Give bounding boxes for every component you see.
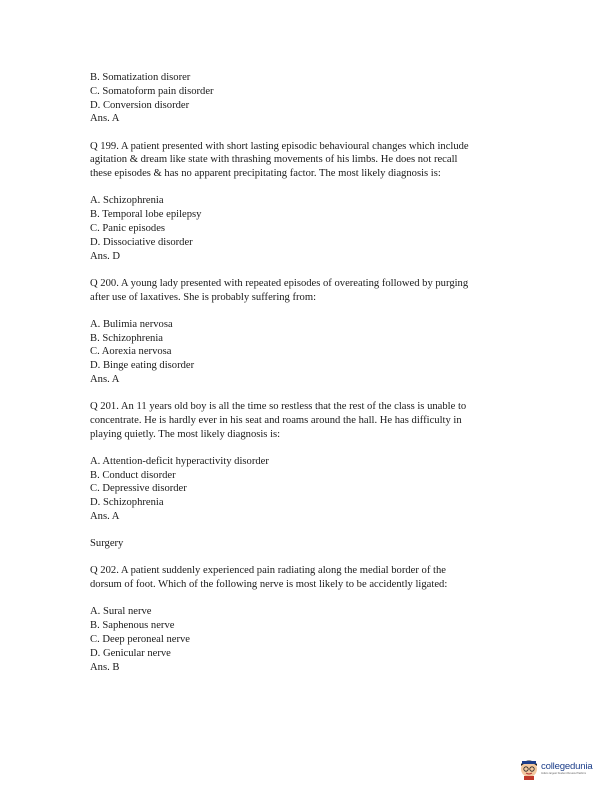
text-line: concentrate. He is hardly ever in his seat and roams around the hall. He has difficulty in	[90, 414, 462, 426]
text-block	[90, 277, 530, 305]
text-line: D. Dissociative disorder	[90, 236, 193, 248]
text-block	[90, 194, 530, 263]
text-line: Ans. A	[90, 113, 120, 125]
text-line: after use of laxatives. She is probably suffering from:	[90, 291, 317, 303]
text-line: A. Sural nerve	[90, 606, 152, 618]
text-line: Q 200. A young lady presented with repeated episodes of overeating followed by purging	[90, 277, 469, 289]
text-line: B. Schizophrenia	[90, 332, 163, 344]
brand-name: collegedunia	[541, 761, 593, 772]
text-line: B. Temporal lobe epilepsy	[90, 209, 202, 221]
text-line: A. Schizophrenia	[90, 195, 164, 207]
text-line: dorsum of foot. Which of the following nerve is most likely to be accidently ligated:	[90, 579, 448, 591]
student-mascot-icon	[519, 758, 539, 780]
text-line: C. Somatoform pain disorder	[90, 85, 214, 97]
paragraph-gap	[90, 126, 530, 139]
text-block	[90, 537, 530, 551]
text-line: Q 199. A patient presented with short lasting episodic behavioural changes which include	[90, 140, 469, 152]
paragraph-gap	[90, 592, 530, 605]
paragraph-gap	[90, 441, 530, 454]
text-line: B. Saphenous nerve	[90, 620, 175, 632]
paragraph-gap	[90, 181, 530, 194]
brand-tagline: India's largest Student Review Platform	[541, 772, 587, 775]
text-line: Q 202. A patient suddenly experienced pain radiating along the medial border of the	[90, 565, 446, 577]
text-line: C. Panic episodes	[90, 222, 166, 234]
text-line: Q 201. An 11 years old boy is all the time so restless that the rest of the class is unable to	[90, 401, 467, 413]
text-line: B. Conduct disorder	[90, 469, 176, 481]
paragraph-gap	[90, 304, 530, 317]
text-line: A. Attention-deficit hyperactivity disorder	[90, 455, 269, 467]
text-line: Surgery	[90, 538, 124, 550]
text-line: C. Deep peroneal nerve	[90, 634, 191, 646]
text-line: Ans. A	[90, 373, 120, 385]
text-line: playing quietly. The most likely diagnosis is:	[90, 428, 281, 440]
collegedunia-logo	[519, 756, 601, 782]
text-line: C. Aorexia nervosa	[90, 346, 172, 358]
paragraph-gap	[90, 263, 530, 276]
text-block	[90, 564, 530, 592]
paragraph-gap	[90, 524, 530, 537]
paragraph-gap	[90, 387, 530, 400]
paragraph-gap	[90, 551, 530, 564]
text-line: B. Somatization disorer	[90, 72, 191, 83]
document-body	[90, 71, 530, 674]
text-block	[90, 400, 530, 441]
text-line: C. Depressive disorder	[90, 483, 187, 495]
text-line: D. Binge eating disorder	[90, 360, 195, 372]
text-line: Ans. D	[90, 250, 121, 262]
text-line: D. Schizophrenia	[90, 497, 164, 509]
text-line: these episodes & has no apparent precipitating factor. The most likely diagnosis is:	[90, 168, 441, 180]
text-line: D. Conversion disorder	[90, 99, 190, 111]
text-line: Ans. B	[90, 661, 120, 673]
text-block	[90, 71, 530, 126]
text-line: D. Genicular nerve	[90, 647, 171, 659]
text-block	[90, 318, 530, 387]
text-line: A. Bulimia nervosa	[90, 318, 173, 330]
text-block	[90, 140, 530, 181]
text-line: agitation & dream like state with thrashing movements of his limbs. He does not recall	[90, 154, 458, 166]
text-block	[90, 605, 530, 674]
text-block	[90, 455, 530, 524]
text-line: Ans. A	[90, 511, 120, 523]
